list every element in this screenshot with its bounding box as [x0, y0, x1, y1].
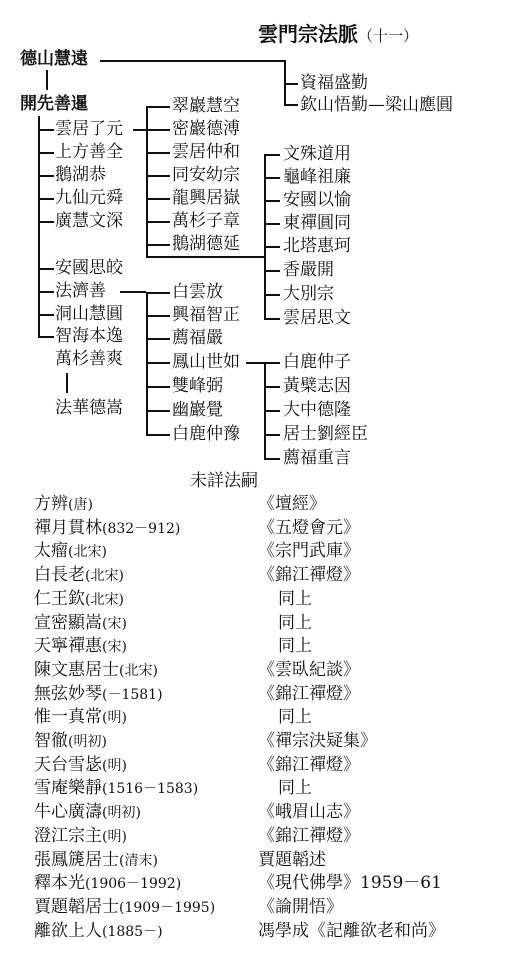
connector: [38, 336, 54, 338]
entry-note: (宋): [102, 639, 127, 655]
node-col1: 安國思皎: [55, 258, 123, 278]
node-top-child: 資福盛勤: [300, 73, 368, 93]
entry-name: 禪月貫林: [34, 518, 102, 538]
unknown-entry-name: [34, 826, 127, 847]
node-col2a: 密巖德溥: [172, 119, 240, 139]
entry-name: 牛心廣濤: [34, 802, 102, 822]
title-sub: （十一）: [358, 27, 419, 45]
node-col2b: 白雲放: [172, 282, 223, 302]
connector: [264, 177, 280, 179]
connector: [146, 386, 170, 388]
entry-name: 天台雪毖: [34, 755, 102, 775]
unknown-entry-name: [34, 707, 127, 728]
unknown-entry-source: 馮學成《記離欲老和尚》: [258, 921, 445, 941]
unknown-entry-name: [34, 897, 215, 918]
unknown-entry-source: 《現代佛學》1959－61: [258, 873, 442, 893]
connector: [264, 223, 280, 225]
entry-name: 天寧禪惠: [34, 636, 102, 656]
connector: [100, 60, 285, 62]
entry-note: (明初): [68, 734, 107, 750]
connector: [146, 198, 170, 200]
unknown-entry-name: [34, 660, 158, 681]
entry-name: 釋本光: [34, 873, 85, 893]
entry-note: (清末): [119, 853, 158, 869]
unknown-entry-source: 同上: [278, 589, 312, 609]
node-col3b: 薦福重言: [283, 448, 351, 468]
node-col2a: 翠巖慧空: [172, 96, 240, 116]
unknown-entry-name: [34, 802, 141, 823]
entry-note: (明): [102, 710, 127, 726]
node-col2b: 鳳山世如: [172, 352, 240, 372]
node-top-root: 德山慧遠: [20, 49, 88, 69]
connector: [38, 198, 54, 200]
connector: [246, 362, 264, 364]
unknown-entry-name: [34, 613, 127, 634]
connector: [146, 410, 170, 412]
entry-note: (1885－): [102, 924, 163, 940]
unknown-entry-name: [34, 518, 180, 539]
node-col1: 智海本逸: [55, 326, 123, 346]
connector: [146, 256, 264, 258]
entry-note: (北宋): [85, 592, 124, 608]
unknown-entry-source: 《論開悟》: [258, 897, 343, 917]
connector: [146, 434, 170, 436]
node-col1: 法濟善: [55, 281, 106, 301]
entry-note: (北宋): [68, 544, 107, 560]
unknown-entry-source: 《峨眉山志》: [258, 802, 360, 822]
unknown-entry-name: [34, 755, 127, 776]
unknown-entry-name: [34, 494, 93, 515]
node-col3a: 東禪圓同: [283, 213, 351, 233]
connector: [146, 221, 170, 223]
connector: [264, 294, 280, 296]
unknown-entry-source: 《錦江禪燈》: [258, 826, 360, 846]
connector: [66, 373, 68, 393]
connector: [38, 314, 54, 316]
node-col2a: 鵝湖德延: [172, 234, 240, 254]
unknown-entry-source: 《壇經》: [258, 494, 326, 514]
node-col1: 鵝湖恭: [55, 165, 106, 185]
entry-note: (1906－1992): [85, 876, 182, 892]
unknown-entry-source: 同上: [278, 636, 312, 656]
entry-note: (832－912): [102, 521, 181, 537]
entry-name: 智徹: [34, 731, 68, 751]
entry-note: (－1581): [102, 687, 163, 703]
connector: [264, 458, 280, 460]
entry-name: 仁王欽: [34, 589, 85, 609]
connector: [46, 70, 48, 90]
node-col1: 洞山慧圓: [55, 304, 123, 324]
unknown-entry-name: [34, 636, 127, 657]
unknown-entry-source: 同上: [278, 613, 312, 633]
unknown-entry-source: 《錦江禪燈》: [258, 565, 360, 585]
unknown-entry-name: [34, 873, 181, 894]
unknown-entry-source: 賈題韜述: [258, 850, 326, 870]
node-col3b: 黃檗志因: [283, 376, 351, 396]
connector: [38, 175, 54, 177]
node-col3a: 龜峰祖廉: [283, 167, 351, 187]
connector: [133, 129, 146, 131]
unknown-entry-name: [34, 778, 198, 799]
node-col1: 廣慧文深: [55, 211, 123, 231]
unknown-entry-name: [34, 684, 163, 705]
connector: [38, 268, 54, 270]
unknown-entry-source: 《禪宗決疑集》: [258, 731, 377, 751]
connector: [264, 200, 280, 202]
node-col1: 雲居了元: [55, 119, 123, 139]
entry-name: 太瘤: [34, 541, 68, 561]
node-col1: 萬杉善爽: [55, 349, 123, 369]
node-col1: 上方善全: [55, 142, 123, 162]
connector: [146, 152, 170, 154]
title-main: 雲門宗法脈: [258, 22, 358, 46]
entry-note: (北宋): [85, 568, 124, 584]
entry-note: (1516－1583): [102, 781, 199, 797]
connector: [38, 291, 54, 293]
entry-note: (1909－1995): [119, 900, 216, 916]
entry-note: (唐): [68, 497, 93, 513]
entry-name: 白長老: [34, 565, 85, 585]
unknown-entry-source: 《五燈會元》: [258, 518, 360, 538]
connector: [146, 129, 170, 131]
entry-name: 宣密顯嵩: [34, 613, 102, 633]
node-top-child: 欽山悟勤—梁山應圓: [300, 95, 453, 115]
connector: [38, 152, 54, 154]
entry-name: 雪庵樂靜: [34, 778, 102, 798]
connector: [146, 315, 170, 317]
node-col3a: 大別宗: [283, 284, 334, 304]
node-col3b: 大中德隆: [283, 400, 351, 420]
node-col3a: 香嚴開: [283, 260, 334, 280]
entry-name: 張鳳篪居士: [34, 850, 119, 870]
node-col2b: 薦福嚴: [172, 328, 223, 348]
entry-name: 離欲上人: [34, 921, 102, 941]
entry-name: 方辨: [34, 494, 68, 514]
entry-name: 無弦妙琴: [34, 684, 102, 704]
entry-note: (明): [102, 829, 127, 845]
connector: [264, 318, 280, 320]
entry-note: (明初): [102, 805, 141, 821]
node-col2a: 龍興居嶽: [172, 188, 240, 208]
node-col2b: 興福智正: [172, 305, 240, 325]
node-col3a: 雲居思文: [283, 308, 351, 328]
unknown-entry-source: 《錦江禪燈》: [258, 684, 360, 704]
connector: [146, 292, 170, 294]
entry-note: (宋): [102, 616, 127, 632]
connector: [146, 338, 170, 340]
unknown-entry-name: [34, 850, 158, 871]
node-col3a: 北塔惠珂: [283, 236, 351, 256]
node-col2a: 同安幼宗: [172, 165, 240, 185]
entry-note: (北宋): [119, 663, 158, 679]
unknown-entry-source: 《宗門武庫》: [258, 541, 360, 561]
unknown-entry-name: [34, 541, 107, 562]
connector: [38, 129, 54, 131]
node-col3b: 居士劉經臣: [283, 424, 368, 444]
node-col1: 九仙元舜: [55, 188, 123, 208]
node-col2b: 幽巖覺: [172, 400, 223, 420]
connector: [38, 221, 54, 223]
section-heading: 未詳法嗣: [190, 471, 258, 491]
unknown-entry-name: [34, 565, 124, 586]
connector: [264, 410, 280, 412]
unknown-entry-source: 同上: [278, 778, 312, 798]
unknown-entry-source: 同上: [278, 707, 312, 727]
entry-name: 澄江宗主: [34, 826, 102, 846]
connector: [264, 362, 280, 364]
node-col2a: 雲居仲和: [172, 142, 240, 162]
entry-name: 陳文惠居士: [34, 660, 119, 680]
entry-name: 惟一真常: [34, 707, 102, 727]
connector: [264, 154, 280, 156]
connector: [146, 106, 170, 108]
node-col2a: 萬杉子章: [172, 211, 240, 231]
unknown-entry-name: [34, 921, 163, 942]
node-col3a: 安國以愉: [283, 190, 351, 210]
node-col2b: 雙峰弼: [172, 376, 223, 396]
node-col3a: 文殊道用: [283, 144, 351, 164]
connector: [264, 246, 280, 248]
connector: [146, 292, 148, 435]
connector: [264, 270, 280, 272]
connector: [284, 83, 298, 85]
entry-name: 賈題韜居士: [34, 897, 119, 917]
node-root2: 開先善暹: [20, 94, 88, 114]
connector: [264, 434, 280, 436]
connector: [38, 116, 40, 336]
node-col2b: 白鹿仲豫: [172, 424, 240, 444]
unknown-entry-name: [34, 731, 107, 752]
node-col3b: 白鹿仲子: [283, 352, 351, 372]
unknown-entry-name: [34, 589, 124, 610]
node-col1: 法華德嵩: [55, 398, 123, 418]
entry-note: (明): [102, 758, 127, 774]
connector: [120, 291, 146, 293]
connector: [264, 386, 280, 388]
connector: [146, 244, 170, 246]
connector: [146, 175, 170, 177]
unknown-entry-source: 《錦江禪燈》: [258, 755, 360, 775]
connector: [284, 60, 286, 104]
page-title: [258, 24, 418, 46]
connector: [146, 362, 170, 364]
connector: [284, 104, 298, 106]
unknown-entry-source: 《雲臥紀談》: [258, 660, 360, 680]
